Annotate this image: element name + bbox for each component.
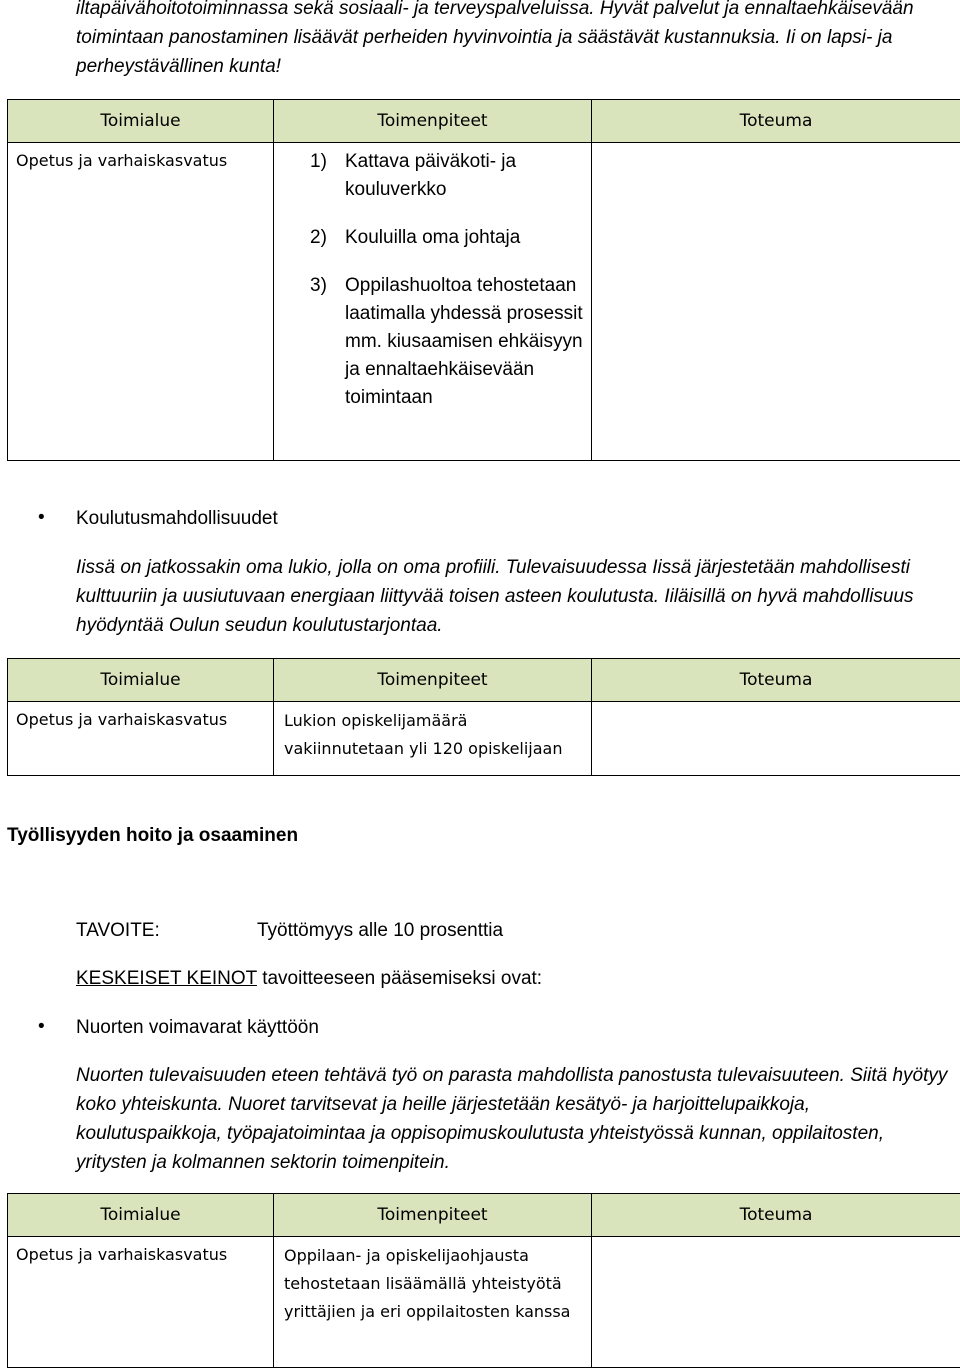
header-toimialue: Toimialue (8, 100, 274, 143)
nuorten-paragraph: Nuorten tulevaisuuden eteen tehtävä työ on parasta mahdollista panostusta tulevaisuuteen. Siitä hyötyy koko yhteiskunta. Nuoret tarvitsevat ja heille järjestetään kesätyö- ja harjoittelupaikkoja, koulutuspaikkoja, työpajatoimintaa ja oppisopimuskoulutusta yhteistyössä kunnan, oppilaitosten, yritysten ja kolmannen sektorin toimenpitein. (76, 1065, 948, 1173)
header-toteuma: Toteuma (592, 1194, 960, 1237)
table-header-row (8, 1194, 960, 1237)
header-toimialue: Toimialue (8, 1194, 274, 1237)
table-row (8, 1237, 960, 1368)
list-item: 2) Kouluilla oma johtaja (310, 227, 521, 248)
goal-text: Työttömyys alle 10 prosenttia (257, 920, 504, 941)
means-rest: tavoitteeseen pääsemiseksi ovat: (256, 968, 543, 989)
action-cell: Lukion opiskelijamäärä vakiinnutetaan yli 120 opiskelijaan (274, 702, 592, 776)
list-item: 3) Oppilashuoltoa tehostetaan laatimalla yhdessä prosessit mm. kiusaamisen ehkäisyyn ja ennaltaehkäisevään toimintaan (310, 275, 583, 408)
means-underlined: KESKEISET KEINOT (76, 968, 257, 989)
area-cell: Opetus ja varhaiskasvatus (8, 702, 274, 776)
actions-cell (274, 143, 592, 461)
header-toimenpiteet: Toimenpiteet (274, 1194, 592, 1237)
measures-table-1 (7, 99, 960, 461)
header-toimenpiteet: Toimenpiteet (274, 100, 592, 143)
section-title-koulutus: Koulutusmahdollisuudet (76, 508, 278, 529)
means-line (76, 968, 542, 990)
goal-label: TAVOITE: (76, 920, 160, 941)
measures-table-2 (7, 658, 960, 776)
bullet-title-nuorten: Nuorten voimavarat käyttöön (76, 1017, 319, 1038)
action-cell: Oppilaan- ja opiskelijaohjausta tehostetaan lisäämällä yhteistyötä yrittäjien ja eri oppilaitosten kanssa (274, 1237, 592, 1368)
list-item: 1) Kattava päiväkoti- ja kouluverkko (310, 151, 517, 200)
koulutus-paragraph: Iissä on jatkossakin oma lukio, jolla on oma profiili. Tulevaisuudessa Iissä järjestetään mahdollisesti kulttuuriin ja uusiutuvaan energiaan liittyvää toisen asteen koulutusta. Iiläisillä on hyvä mahdollisuus hyödyntää Oulun seudun koulutustarjontaa. (76, 557, 914, 636)
bullet-icon: • (38, 507, 45, 528)
table-header-row (8, 100, 960, 143)
measures-table-3 (7, 1193, 960, 1368)
header-toteuma: Toteuma (592, 659, 960, 702)
header-toteuma: Toteuma (592, 100, 960, 143)
area-cell: Opetus ja varhaiskasvatus (8, 143, 274, 461)
intro-paragraph: iltapäivähoitotoiminnassa sekä sosiaali- ja terveyspalveluissa. Hyvät palvelut ja ennaltaehkäisevään toimintaan panostaminen lisäävät perheiden hyvinvointia ja säästävät kustannuksia. Ii on lapsi- ja perheystävällinen kunta! (76, 0, 914, 77)
table-row (8, 702, 960, 776)
header-toimenpiteet: Toimenpiteet (274, 659, 592, 702)
result-cell (592, 143, 960, 461)
bullet-icon: • (38, 1016, 45, 1037)
section-heading: Työllisyyden hoito ja osaaminen (7, 825, 299, 846)
actions-list (274, 148, 591, 412)
table-row (8, 143, 960, 461)
result-cell (592, 1237, 960, 1368)
area-cell: Opetus ja varhaiskasvatus (8, 1237, 274, 1368)
header-toimialue: Toimialue (8, 659, 274, 702)
table-header-row (8, 659, 960, 702)
result-cell (592, 702, 960, 776)
